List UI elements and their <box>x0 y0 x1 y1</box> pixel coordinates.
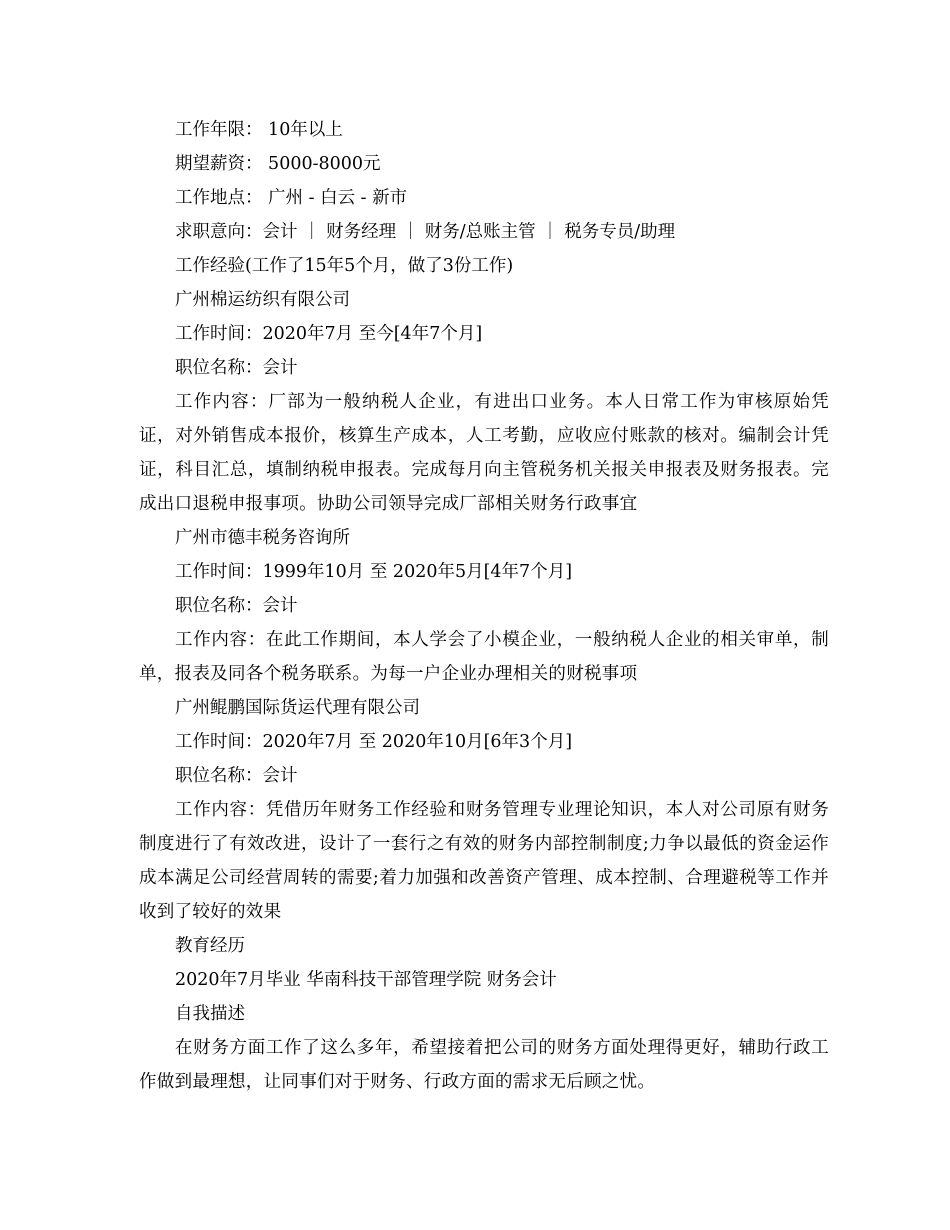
resume-content <box>139 113 829 1099</box>
job-1-position: 职位名称：会计 <box>175 358 298 378</box>
job-3-time: 工作时间：2020年7月 至 2020年10月[6年3个月] <box>175 732 573 752</box>
education-heading: 教育经历 <box>175 936 245 956</box>
job-2-company: 广州市德丰税务咨询所 <box>175 528 350 548</box>
self-description: 在财务方面工作了这么多年，希望接着把公司的财务方面处理得更好，辅助行政工作做到最理想，让同事们对于财务、行政方面的需求无后顾之忧。 <box>139 1038 829 1092</box>
self-description-heading: 自我描述 <box>175 1004 245 1024</box>
experience-heading: 工作经验(工作了15年5个月，做了3份工作) <box>175 256 514 276</box>
job-1-company: 广州棉运纺织有限公司 <box>175 290 350 310</box>
job-2-time: 工作时间：1999年10月 至 2020年5月[4年7个月] <box>175 562 573 582</box>
job-1-content: 工作内容：厂部为一般纳税人企业，有进出口业务。本人日常工作为审核原始凭证，对外销售成本报价，核算生产成本，人工考勤，应收应付账款的核对。编制会计凭证，科目汇总，填制纳税申报表。完成每月向主管税务机关报关申报表及财务报表。完成出口退税申报事项。协助公司领导完成厂部相关财务行政事宜 <box>139 392 829 514</box>
work-location: 工作地点： 广州 - 白云 - 新市 <box>175 188 408 208</box>
work-years: 工作年限： 10年以上 <box>175 120 343 140</box>
job-3-content: 工作内容：凭借历年财务工作经验和财务管理专业理论知识，本人对公司原有财务制度进行了有效改进，设计了一套行之有效的财务内部控制制度;力争以最低的资金运作成本满足公司经营周转的需要;着力加强和改善资产管理、成本控制、合理避税等工作并收到了较好的效果 <box>139 800 829 922</box>
job-2-content: 工作内容：在此工作期间，本人学会了小模企业，一般纳税人企业的相关审单，制单，报表及同各个税务联系。为每一户企业办理相关的财税事项 <box>139 630 829 684</box>
education-line: 2020年7月毕业 华南科技干部管理学院 财务会计 <box>175 970 557 990</box>
job-3-company: 广州鲲鹏国际货运代理有限公司 <box>175 698 420 718</box>
job-3-position: 职位名称：会计 <box>175 766 298 786</box>
job-2-position: 职位名称：会计 <box>175 596 298 616</box>
expected-salary: 期望薪资： 5000-8000元 <box>175 154 381 174</box>
job-intention: 求职意向：会计 ｜ 财务经理 ｜ 财务/总账主管 ｜ 税务专员/助理 <box>175 222 676 242</box>
job-1-time: 工作时间：2020年7月 至今[4年7个月] <box>175 324 483 344</box>
